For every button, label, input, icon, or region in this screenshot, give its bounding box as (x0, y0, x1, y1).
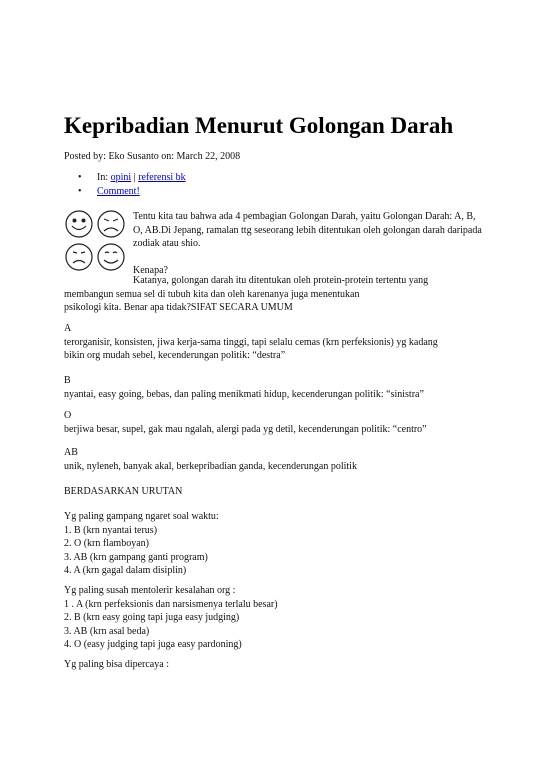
blood-type-label: AB (64, 447, 78, 458)
paragraph-line: membangun semua sel di tubuh kita dan oleh karenanya juga menentukan (64, 288, 360, 300)
list-item: 1 . A (krn perfeksionis dan narsismenya terlalu besar) (64, 598, 278, 610)
list-heading: Yg paling gampang ngaret soal waktu: (64, 511, 219, 522)
wrapped-paragraph (64, 274, 484, 315)
blood-type-a (64, 322, 484, 363)
category-item (64, 171, 186, 185)
paragraph-line: Katanya, golongan darah itu ditentukan oleh protein-protein tertentu yang (133, 275, 429, 286)
blood-type-o (64, 409, 484, 436)
post-links (64, 171, 186, 198)
blood-type-ab (64, 446, 484, 473)
section-heading (64, 485, 484, 499)
category-label: In: (97, 172, 111, 183)
intro-text (133, 210, 483, 277)
list-heading: Yg paling susah mentolerir kesalahan org : (64, 585, 236, 596)
blood-type-label: O (64, 410, 72, 421)
paragraph-line: psikologi kita. Benar apa tidak?SIFAT SECARA UMUM (64, 302, 293, 314)
blood-type-b (64, 374, 484, 401)
list-item: 4. O (easy judging tapi juga easy pardoning) (64, 639, 242, 651)
section-heading-text: BERDASARKAN URUTAN (64, 486, 183, 497)
blood-type-text: berjiwa besar, supel, gak mau ngalah, alergi pada yg detil, kecenderungan politik: “centro” (64, 423, 427, 435)
list-item: 2. O (krn flamboyan) (64, 538, 149, 550)
blood-type-text: nyantai, easy going, bebas, dan paling menikmati hidup, kecenderungan politik: “sinistra” (64, 388, 424, 400)
ranking-list-trust (64, 658, 484, 672)
post-meta: Posted by: Eko Susanto on: March 22, 2008 (64, 151, 241, 162)
blood-type-text: bikin org mudah sebel, kecenderungan politik: “destra” (64, 350, 286, 362)
list-item: 3. AB (krn asal beda) (64, 625, 150, 637)
list-item: 1. B (krn nyantai terus) (64, 524, 158, 536)
ranking-list-lateness (64, 510, 484, 578)
comment-item (64, 185, 186, 199)
list-heading: Yg paling bisa dipercaya : (64, 659, 169, 670)
intro-question: Kenapa? (133, 264, 168, 276)
blood-type-text: terorganisir, konsisten, jiwa kerja-sama tinggi, tapi selalu cemas (krn perfeksionis) yg kadang (64, 336, 438, 348)
list-item: 4. A (krn gagal dalam disiplin) (64, 565, 187, 577)
frown-face-icon (66, 244, 92, 270)
category-link-referensi-bk[interactable]: referensi bk (138, 172, 186, 183)
smile-face-icon (98, 244, 124, 270)
ranking-list-tolerance (64, 584, 484, 652)
category-link-opini[interactable]: opini (110, 172, 132, 183)
category-separator: | (131, 172, 139, 183)
list-item: 2. B (krn easy going tapi juga easy judging) (64, 612, 240, 624)
sad-face-icon (98, 211, 124, 237)
blood-type-text: unik, nyleneh, banyak akal, berkepribadian ganda, kecenderungan politik (64, 460, 357, 472)
comment-link[interactable]: Comment! (97, 185, 140, 197)
page-title: Kepribadian Menurut Golongan Darah (64, 113, 454, 138)
blood-type-label: A (64, 323, 72, 334)
intro-paragraph: Tentu kita tau bahwa ada 4 pembagian Golongan Darah, yaitu Golongan Darah: A, B, O, AB.Di Jepang, ramalan ttg seseorang lebih ditentukan oleh golongan darah daripada zodiak atau shio. (133, 211, 482, 250)
list-item: 3. AB (krn gampang ganti program) (64, 551, 208, 563)
blood-type-faces-image (64, 209, 128, 273)
blood-type-label: B (64, 375, 71, 386)
happy-face-icon (66, 211, 92, 237)
